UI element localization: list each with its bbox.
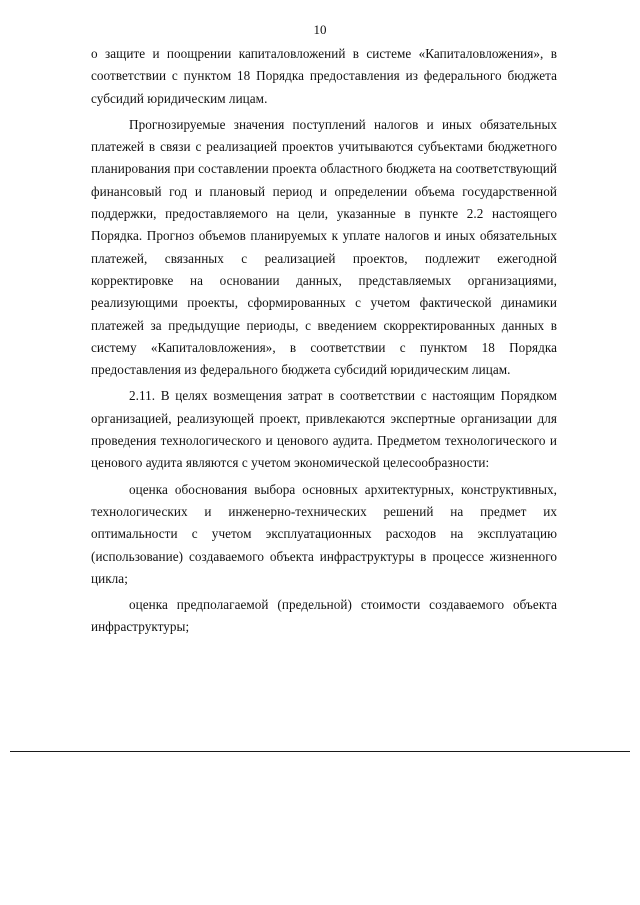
paragraph-cost-assessment: оценка предполагаемой (предельной) стоимости создаваемого объекта инфраструктуры;: [91, 597, 557, 635]
paragraph-design-assessment: оценка обоснования выбора основных архитектурных, конструктивных, технологических и инженерно-технических решений на предмет их оптимальности с учетом эксплуатационных расходов на эксплуатацию (использование) создаваемого объекта инфраструктуры в процессе жизненного цикла;: [91, 481, 557, 586]
paragraph-tax-forecast: Прогнозируемые значения поступлений налогов и иных обязательных платежей в связи с реализацией проектов учитываются субъектами бюджетного планирования при составлении проекта областного бюджета на соответствующий финансовый год и плановый период и определении объема государственной поддержки, предоставляемого на цели, указанные в пункте 2.2 настоящего Порядка. Прогноз объемов планируемых к уплате налогов и иных обязательных платежей, связанных с реализацией проектов, подлежит ежегодной корректировке на основании данных, представляемых организациями, реализующими проекты, сформированных с учетом фактической динамики платежей за предыдущие периоды, с введением скорректированных данных в систему «Капиталовложения», в соответствии с пунктом 18 Порядка предоставления из федерального бюджета субсидий юридическим лицам.: [91, 116, 557, 378]
document-body: [91, 43, 557, 639]
paragraph-2-11-audit: 2.11. В целях возмещения затрат в соответствии с настоящим Порядком организацией, реализующей проект, привлекаются экспертные организации для проведения технологического и ценового аудита. Предметом технологического и ценового аудита являются с учетом экономической целесообразности:: [91, 388, 557, 471]
page-bottom-rule: [10, 751, 630, 752]
page-number: 10: [313, 22, 327, 37]
paragraph-continuation: о защите и поощрении капиталовложений в системе «Капиталовложения», в соответствии с пунктом 18 Порядка предоставления из федерального бюджета субсидий юридическим лицам.: [91, 46, 557, 106]
